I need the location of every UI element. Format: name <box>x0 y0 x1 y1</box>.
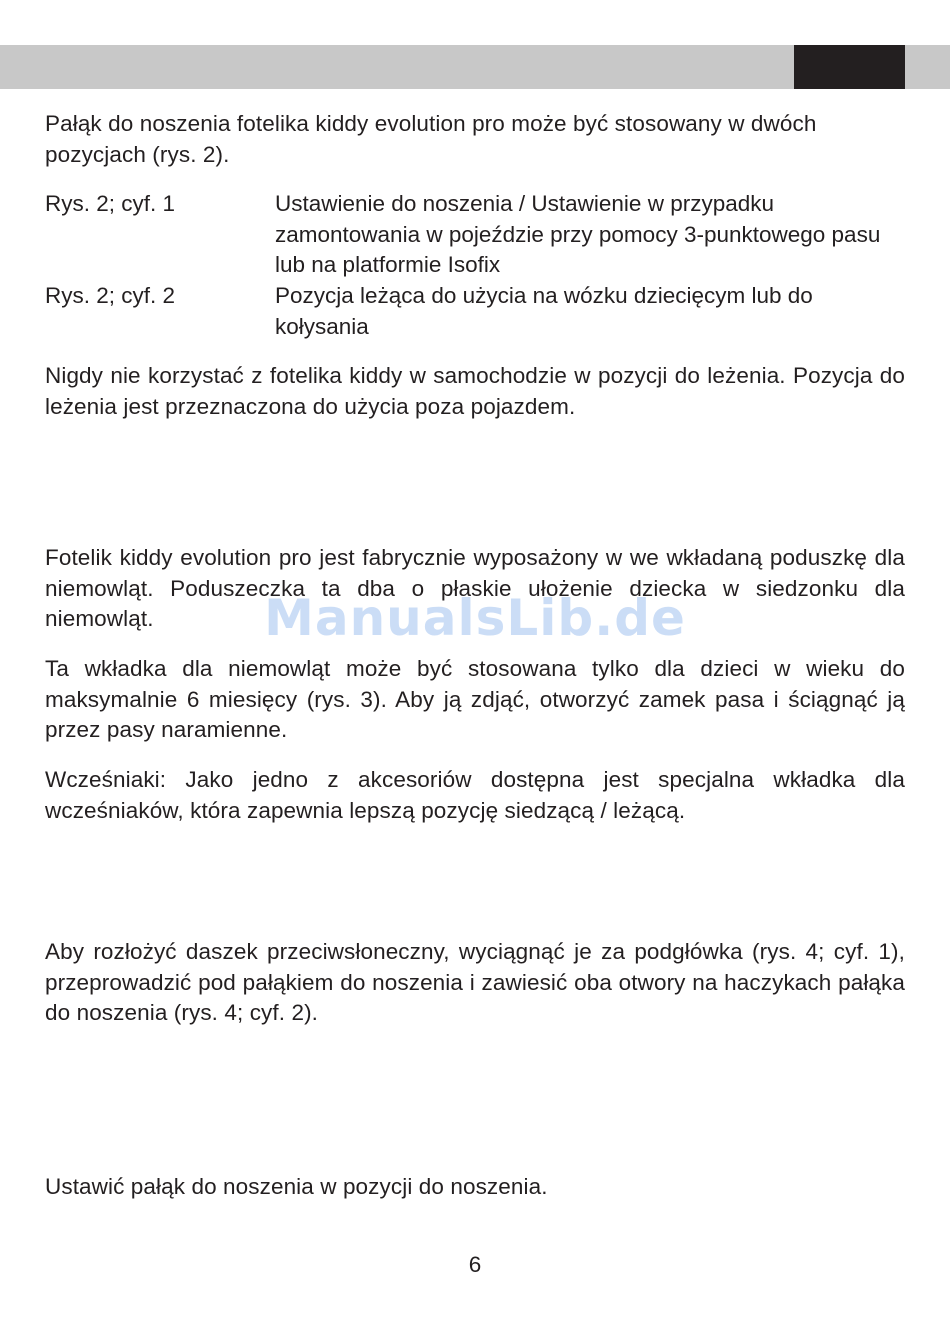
page-number: 6 <box>468 1252 482 1277</box>
figure-ref-description: Ustawienie do noszenia / Ustawienie w przypadku zamontowania w pojeździe przy pomocy 3-punktowego pasu lub na platformie Isofix <box>275 191 881 277</box>
watermark: ManualsLib.de <box>264 589 686 647</box>
sun-canopy-paragraph: Aby rozłożyć daszek przeciwsłoneczny, wyciągnąć je za podgłówka (rys. 4; cyf. 1), przeprowadzić pod pałąkiem do noszenia i zawiesić oba otwory na haczykach pałąka do noszenia (rys. 4; cyf. 2). <box>45 939 905 1025</box>
figure-ref-label: Rys. 2; cyf. 2 <box>45 283 176 308</box>
intro-paragraph: Pałąk do noszenia fotelika kiddy evolution pro może być stosowany w dwóch pozycjach (rys. 2). <box>45 111 817 167</box>
figure-ref-label: Rys. 2; cyf. 1 <box>45 191 176 216</box>
warning-paragraph: Nigdy nie korzystać z fotelika kiddy w samochodzie w pozycji do leżenia. Pozycja do leżenia jest przeznaczona do użycia poza pojazdem. <box>45 363 905 419</box>
insert-paragraph: Fotelik kiddy evolution pro jest fabrycznie wyposażony w we wkładaną poduszkę dla niemowląt. Poduszeczka ta dba o płaskie ułożenie dziecka w siedzonku dla niemowląt. <box>45 545 905 631</box>
insert-age-paragraph: Ta wkładka dla niemowląt może być stosowana tylko dla dzieci w wieku do maksymalnie 6 miesięcy (rys. 3). Aby ją zdjąć, otworzyć zamek pasa i ściągnąć ją przez pasy naramienne. <box>45 656 905 742</box>
carry-handle-paragraph: Ustawić pałąk do noszenia w pozycji do noszenia. <box>45 1174 548 1199</box>
header-tab-block <box>794 45 905 89</box>
premature-paragraph: Wcześniaki: Jako jedno z akcesoriów dostępna jest specjalna wkładka dla wcześniaków, która zapewnia lepszą pozycję siedzącą / leżącą. <box>45 767 905 823</box>
figure-ref-description: Pozycja leżąca do użycia na wózku dziecięcym lub do kołysania <box>275 283 813 339</box>
